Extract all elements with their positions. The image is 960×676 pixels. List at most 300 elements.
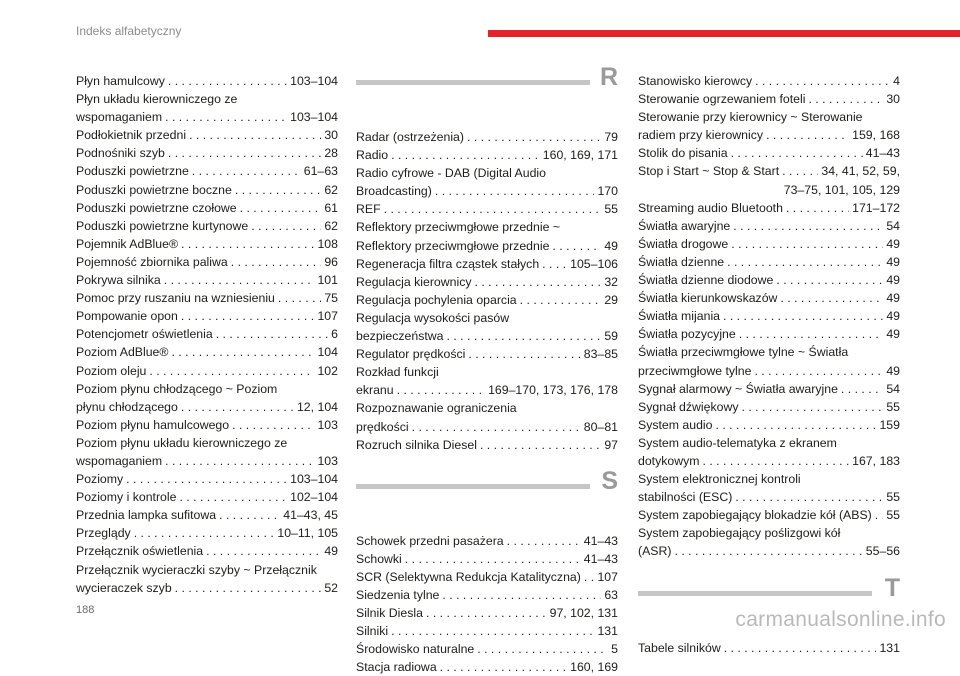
entry-line	[356, 327, 618, 345]
index-entry	[76, 542, 338, 560]
dot-leader	[507, 532, 581, 550]
entry-line	[638, 271, 900, 289]
entry-line	[638, 542, 900, 560]
entry-pages[interactable]: 108	[317, 236, 338, 251]
entry-label: (ASR)	[638, 544, 672, 559]
entry-pages[interactable]: 49	[886, 273, 900, 288]
section-divider	[356, 484, 590, 489]
entry-label: radiem przy kierownicy	[638, 128, 764, 143]
dot-leader	[231, 253, 322, 271]
entry-label: Światła dzienne diodowe	[638, 273, 774, 288]
entry-line	[638, 144, 900, 162]
dot-leader	[731, 144, 863, 162]
index-entry	[638, 639, 900, 657]
entry-label: Środowisko naturalne	[356, 642, 475, 657]
entry-pages[interactable]: 55	[886, 508, 900, 523]
index-entry	[76, 307, 338, 325]
index-entry	[638, 398, 900, 416]
entry-line	[356, 182, 618, 200]
entry-pages[interactable]: 55	[886, 490, 900, 505]
dot-leader	[134, 524, 275, 542]
entry-line	[356, 568, 618, 586]
entry-line	[76, 416, 338, 434]
entry-line	[638, 217, 900, 235]
dot-leader	[808, 90, 883, 108]
entry-line	[356, 146, 618, 164]
entry-pages[interactable]: 105–106	[570, 256, 618, 271]
entry-label: Sygnał dźwiękowy	[638, 399, 739, 414]
entry-label-line: System audio-telematyka z ekranem	[638, 435, 837, 450]
entry-label-line: Rozpoznawanie ograniczenia	[356, 401, 517, 416]
header-accent-bar	[488, 30, 960, 37]
entry-line	[356, 436, 618, 454]
page-number: 188	[76, 604, 95, 616]
dot-leader	[175, 579, 322, 597]
entry-line	[638, 289, 900, 307]
index-entry	[76, 289, 338, 307]
entry-label-line: Poziom płynu chłodzącego ~ Poziom	[76, 381, 278, 396]
dot-leader	[723, 307, 883, 325]
section-letter: S	[601, 466, 618, 495]
index-entry	[356, 363, 618, 399]
entry-label-line: Poziom płynu układu kierowniczego ze	[76, 435, 288, 450]
entry-pages[interactable]: 62	[324, 218, 338, 233]
index-entry	[76, 362, 338, 380]
entry-label: Płyn hamulcowy	[76, 74, 165, 88]
index-entry	[638, 416, 900, 434]
entry-line	[76, 362, 338, 380]
entry-label: Potencjometr oświetlenia	[76, 327, 213, 342]
entry-label: Schowek przedni pasażera	[356, 533, 504, 548]
dot-leader	[442, 586, 601, 604]
entry-label: Regulacja kierownicy	[356, 274, 472, 289]
dot-leader	[391, 146, 540, 164]
dot-leader	[724, 639, 877, 657]
entry-label: ekranu	[356, 383, 394, 398]
entry-pages[interactable]: 49	[886, 236, 900, 251]
entry-pages[interactable]: 63	[604, 587, 618, 602]
index-entry	[76, 434, 338, 470]
entry-label: Światła kierunkowskazów	[638, 291, 778, 306]
entry-pages[interactable]: 29	[604, 292, 618, 307]
entry-label: wycieraczek szyb	[76, 580, 172, 595]
dot-leader	[216, 325, 328, 343]
entry-label-line: System elektronicznej kontroli	[638, 472, 801, 487]
index-entry	[76, 271, 338, 289]
entry-label: System zapobiegający blokadzie kół (ABS)	[638, 508, 872, 523]
index-entry	[76, 126, 338, 144]
entry-pages[interactable]: 83–85	[583, 347, 618, 362]
dot-leader	[467, 128, 601, 146]
entry-pages-continued[interactable]: 73–75, 101, 105, 129	[783, 182, 900, 197]
entry-line	[356, 273, 618, 291]
entry-pages[interactable]: 55	[604, 202, 618, 217]
dot-leader	[776, 271, 883, 289]
section-divider	[638, 591, 872, 596]
entry-label: Broadcasting)	[356, 184, 432, 199]
entry-pages[interactable]: 52	[324, 580, 338, 595]
entry-label: Stop i Start ~ Stop & Start	[638, 164, 780, 179]
dot-leader	[727, 253, 883, 271]
dot-leader	[703, 452, 850, 470]
entry-line	[76, 452, 338, 470]
entry-pages[interactable]: 30	[886, 92, 900, 107]
entry-pages[interactable]: 103–104	[290, 472, 338, 487]
entry-line	[356, 237, 618, 255]
entry-pages[interactable]: 160, 169, 171	[542, 148, 618, 163]
entry-line	[356, 604, 618, 622]
entry-line	[638, 307, 900, 325]
dot-leader	[552, 237, 601, 255]
entry-label: SCR (Selektywna Redukcja Katalityczna)	[356, 569, 581, 584]
entry-pages[interactable]: 4	[893, 74, 900, 88]
index-entry	[356, 273, 618, 291]
entry-label: Siedzenia tylne	[356, 587, 440, 602]
dot-leader	[447, 327, 602, 345]
entry-line	[76, 72, 338, 90]
entry-label-line: Przełącznik wycieraczki szyby ~ Przełącznik	[76, 562, 317, 577]
entry-line	[638, 253, 900, 271]
entry-line	[76, 488, 338, 506]
entry-pages[interactable]: 167, 183	[852, 453, 900, 468]
entry-line	[356, 658, 618, 676]
dot-leader	[584, 568, 595, 586]
entry-label: Poziomy i kontrole	[76, 490, 177, 505]
entry-line	[638, 362, 900, 380]
entry-pages[interactable]: 54	[886, 218, 900, 233]
dot-leader	[126, 470, 287, 488]
entry-pages[interactable]: 61	[324, 200, 338, 215]
index-entry	[638, 217, 900, 235]
index-entry	[356, 532, 618, 550]
index-entry	[356, 345, 618, 363]
index-entry	[638, 307, 900, 325]
entry-pages[interactable]: 41–43	[865, 146, 900, 161]
index-entry	[638, 343, 900, 379]
section-spacer	[638, 561, 900, 583]
index-entry	[638, 470, 900, 506]
dot-leader	[766, 126, 849, 144]
entry-label: prędkości	[356, 419, 409, 434]
dot-leader	[741, 398, 883, 416]
entry-label: Streaming audio Bluetooth	[638, 200, 783, 215]
entry-label: System audio	[638, 417, 713, 432]
entry-line	[76, 235, 338, 253]
entry-label: Poduszki powietrzne	[76, 164, 189, 179]
entry-pages[interactable]: 59	[604, 329, 618, 344]
entry-line	[76, 524, 338, 542]
index-column-1	[76, 72, 338, 597]
entry-label: Pokrywa silnika	[76, 273, 161, 288]
entry-pages[interactable]: 30	[324, 128, 338, 143]
entry-label: Silnik Diesla	[356, 606, 423, 621]
dot-leader	[440, 658, 567, 676]
index-entry	[638, 235, 900, 253]
entry-pages[interactable]: 49	[604, 238, 618, 253]
entry-label: Pojemnik AdBlue®	[76, 236, 179, 251]
entry-label: Przednia lampka sufitowa	[76, 508, 217, 523]
entry-label: Stanowisko kierowcy	[638, 74, 753, 88]
entry-line	[638, 325, 900, 343]
entry-pages[interactable]: 170	[597, 184, 618, 199]
entry-pages[interactable]: 103–104	[290, 110, 338, 125]
index-column-2	[356, 63, 618, 676]
index-entry	[76, 416, 338, 434]
entry-line	[76, 542, 338, 560]
entry-pages[interactable]: 10–11, 105	[277, 526, 338, 541]
entry-label-line: Płyn układu kierowniczego ze	[76, 92, 238, 107]
index-entry	[356, 622, 618, 640]
entry-label: wspomaganiem	[76, 453, 163, 468]
watermark-text: carmanualsonline.info	[735, 608, 946, 631]
dot-leader	[468, 345, 580, 363]
entry-line	[76, 162, 338, 180]
entry-line	[76, 506, 338, 524]
entry-pages[interactable]: 41–43	[583, 551, 618, 566]
index-entry	[76, 72, 338, 90]
dot-leader	[477, 640, 608, 658]
entry-pages[interactable]: 41–43	[583, 533, 618, 548]
entry-pages[interactable]: 80–81	[583, 419, 618, 434]
entry-label-line: Radio cyfrowe - DAB (Digital Audio	[356, 166, 546, 181]
index-entry	[356, 218, 618, 254]
section-heading-s	[356, 466, 618, 532]
entry-pages[interactable]: 102	[317, 363, 338, 378]
index-entry	[356, 586, 618, 604]
dot-leader	[168, 72, 287, 90]
entry-pages[interactable]: 169–170, 173, 176, 178	[488, 383, 618, 398]
entry-line	[638, 506, 900, 524]
entry-pages[interactable]: 159	[879, 417, 900, 432]
index-entry	[356, 604, 618, 622]
dot-leader	[786, 199, 849, 217]
entry-pages[interactable]: 79	[604, 130, 618, 144]
entry-pages[interactable]: 41–43, 45	[283, 508, 338, 523]
entry-pages[interactable]: 96	[324, 254, 338, 269]
dot-leader	[391, 622, 594, 640]
entry-pages[interactable]: 12, 104	[296, 399, 338, 414]
index-entry	[356, 658, 618, 676]
entry-label-line: System zapobiegający poślizgowi kół	[638, 526, 841, 541]
index-entry	[76, 343, 338, 361]
entry-line	[356, 291, 618, 309]
entry-pages[interactable]: 104	[317, 345, 338, 360]
entry-line	[638, 639, 900, 657]
entry-pages[interactable]: 103	[317, 417, 338, 432]
entry-pages[interactable]: 61–63	[303, 164, 338, 179]
dot-leader	[405, 550, 581, 568]
entry-line	[76, 307, 338, 325]
entry-line	[76, 325, 338, 343]
dot-leader	[480, 436, 601, 454]
entry-pages[interactable]: 34, 41, 52, 59,	[821, 164, 900, 179]
dot-leader	[181, 398, 294, 416]
entry-pages[interactable]: 32	[604, 274, 618, 289]
entry-label: Światła awaryjne	[638, 218, 731, 233]
entry-label: Światła pozycyjne	[638, 327, 736, 342]
section-letter: R	[599, 63, 618, 91]
dot-leader	[168, 144, 321, 162]
index-entry	[638, 162, 900, 198]
entry-pages[interactable]: 97, 102, 131	[549, 606, 618, 621]
section-divider	[356, 80, 590, 85]
index-entry	[638, 271, 900, 289]
entry-pages[interactable]: 49	[886, 291, 900, 306]
entry-label: Pompowanie opon	[76, 309, 178, 324]
entry-label: Poduszki powietrzne kurtynowe	[76, 218, 249, 233]
entry-line	[638, 126, 900, 144]
entry-pages[interactable]: 97	[604, 437, 618, 452]
entry-label: Rozruch silnika Diesel	[356, 437, 477, 452]
entry-line	[76, 199, 338, 217]
entry-label: Schowki	[356, 551, 402, 566]
entry-label: Poziomy	[76, 472, 124, 487]
entry-pages[interactable]: 131	[879, 640, 900, 655]
entry-line	[638, 72, 900, 90]
dot-leader	[189, 126, 321, 144]
entry-pages[interactable]: 5	[611, 642, 618, 657]
dot-leader	[412, 418, 581, 436]
entry-label-line: Światła przeciwmgłowe tylne ~ Światła	[638, 345, 849, 360]
index-entry	[356, 255, 618, 273]
index-entry	[356, 568, 618, 586]
index-entry	[638, 506, 900, 524]
entry-pages[interactable]: 49	[324, 544, 338, 559]
entry-label: Tabele silników	[638, 640, 721, 655]
entry-label: płynu chłodzącego	[76, 399, 178, 414]
index-entry	[638, 72, 900, 90]
entry-line	[356, 586, 618, 604]
index-entry	[356, 399, 618, 435]
entry-pages[interactable]: 49	[886, 363, 900, 378]
dot-leader	[475, 273, 602, 291]
dot-leader	[278, 289, 321, 307]
entry-label: Podłokietnik przedni	[76, 128, 187, 143]
entry-pages[interactable]: 28	[324, 146, 338, 161]
entry-pages[interactable]: 131	[597, 624, 618, 639]
entry-pages[interactable]: 159, 168	[852, 128, 900, 143]
dot-leader	[149, 362, 314, 380]
dot-leader	[735, 488, 883, 506]
entry-pages[interactable]: 103–104	[290, 74, 338, 88]
index-entry	[76, 90, 338, 126]
entry-pages[interactable]: 160, 169	[570, 660, 618, 675]
entry-pages[interactable]: 171–172	[852, 200, 900, 215]
entry-pages[interactable]: 62	[324, 182, 338, 197]
page-header-title: Indeks alfabetyczny	[76, 24, 182, 38]
entry-pages[interactable]: 49	[886, 254, 900, 269]
entry-line	[76, 253, 338, 271]
index-entry	[638, 108, 900, 144]
dot-leader	[232, 416, 314, 434]
entry-label: Poduszki powietrzne boczne	[76, 182, 232, 197]
dot-leader	[384, 200, 602, 218]
dot-leader	[780, 289, 883, 307]
entry-label: Sygnał alarmowy ~ Światła awaryjne	[638, 381, 838, 396]
entry-pages[interactable]: 102–104	[290, 490, 338, 505]
entry-line	[76, 181, 338, 199]
index-entry	[638, 144, 900, 162]
entry-label: Regeneracja filtra cząstek stałych	[356, 256, 540, 271]
index-entry	[76, 380, 338, 416]
index-entry	[76, 144, 338, 162]
dot-leader	[165, 108, 287, 126]
entry-pages[interactable]: 103	[317, 453, 338, 468]
index-entry	[356, 436, 618, 454]
entry-label: Sterowanie ogrzewaniem foteli	[638, 92, 806, 107]
index-entry	[356, 640, 618, 658]
entry-label: Światła mijania	[638, 309, 721, 324]
entry-label-line: Rozkład funkcji	[356, 365, 439, 380]
entry-line	[76, 271, 338, 289]
entry-line	[356, 381, 618, 399]
index-entry	[76, 470, 338, 488]
entry-label: Poziom płynu hamulcowego	[76, 417, 230, 432]
entry-line	[638, 416, 900, 434]
dot-leader	[716, 416, 877, 434]
entry-label-line: Regulacja wysokości pasów	[356, 310, 510, 325]
section-spacer	[356, 454, 618, 476]
entry-label: Poziom oleju	[76, 363, 147, 378]
index-entry	[638, 289, 900, 307]
entry-pages[interactable]: 6	[331, 327, 338, 342]
dot-leader	[542, 255, 567, 273]
index-entry	[638, 434, 900, 470]
dot-leader	[219, 506, 280, 524]
entry-line	[76, 579, 338, 597]
dot-leader	[206, 542, 321, 560]
entry-line	[638, 452, 900, 470]
entry-line	[638, 199, 900, 217]
entry-pages[interactable]: 49	[886, 309, 900, 324]
entry-line	[356, 622, 618, 640]
index-entry	[76, 235, 338, 253]
entry-pages[interactable]: 75	[324, 291, 338, 306]
dot-leader	[841, 380, 883, 398]
entry-label: REF	[356, 202, 381, 217]
dot-leader	[181, 307, 315, 325]
entry-label: Stacja radiowa	[356, 660, 437, 675]
entry-pages[interactable]: 55	[886, 399, 900, 414]
entry-line	[76, 343, 338, 361]
entry-label: Światła drogowe	[638, 236, 729, 251]
entry-label: Radio	[356, 148, 389, 163]
dot-leader	[240, 199, 322, 217]
entry-pages[interactable]: 49	[886, 327, 900, 342]
index-entry	[638, 253, 900, 271]
section-heading-r	[356, 63, 618, 128]
index-entry	[76, 217, 338, 235]
entry-label: Stolik do pisania	[638, 146, 728, 161]
entry-label: bezpieczeństwa	[356, 329, 444, 344]
entry-line	[76, 144, 338, 162]
entry-pages[interactable]: 107	[317, 309, 338, 324]
entry-line	[76, 108, 338, 126]
entry-pages[interactable]: 54	[886, 381, 900, 396]
index-entry	[76, 325, 338, 343]
entry-label: wspomaganiem	[76, 110, 163, 125]
index-column-3	[638, 72, 900, 657]
entry-pages[interactable]: 107	[597, 569, 618, 584]
entry-label: stabilności (ESC)	[638, 490, 733, 505]
entry-line	[356, 418, 618, 436]
index-entry	[356, 128, 618, 146]
dot-leader	[235, 181, 321, 199]
entry-pages[interactable]: 101	[317, 273, 338, 288]
entry-pages[interactable]: 55–56	[865, 544, 900, 559]
entry-label: Podnośniki szyb	[76, 146, 165, 161]
entry-label: Silniki	[356, 624, 389, 639]
